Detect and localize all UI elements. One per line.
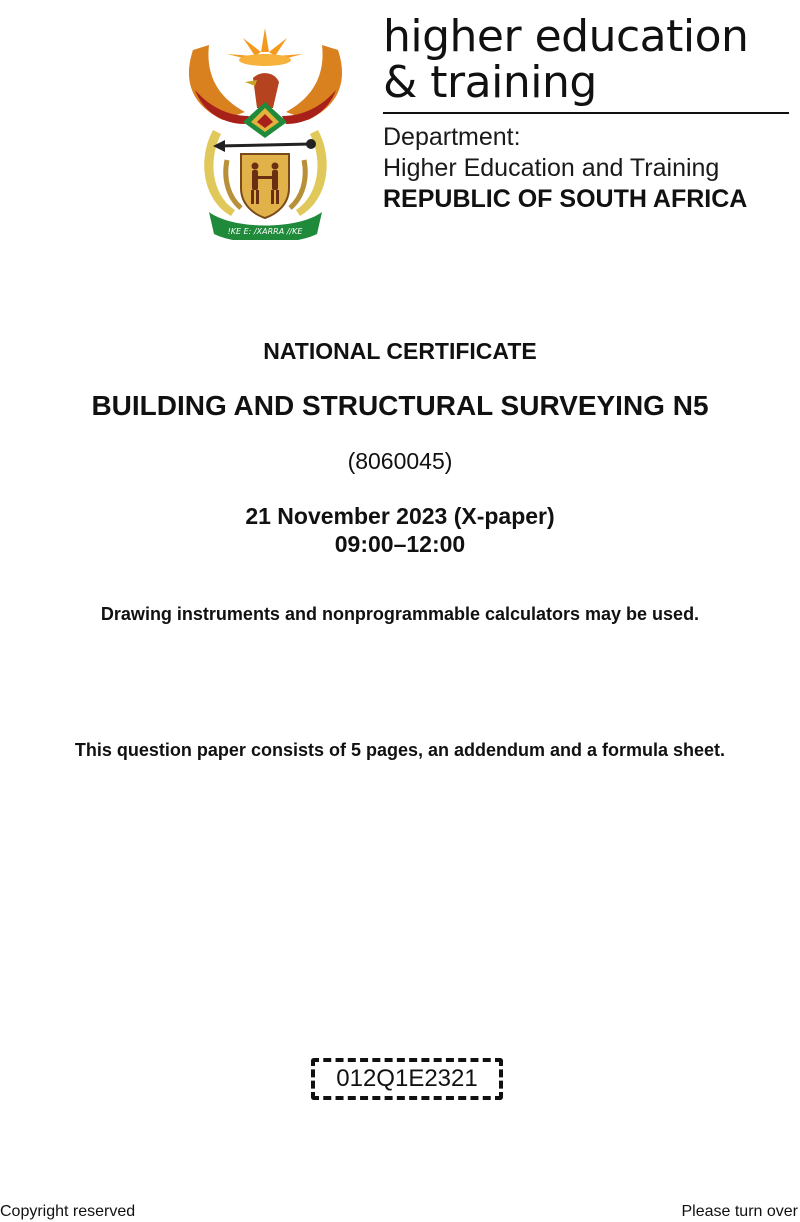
department-name: Higher Education and Training xyxy=(383,154,720,182)
paper-code-box xyxy=(311,1058,503,1100)
brand-line-2: & training xyxy=(383,57,597,108)
footer-copyright: Copyright reserved xyxy=(0,1203,136,1220)
exam-time: 09:00–12:00 xyxy=(334,531,466,557)
brand-line-1: higher education xyxy=(383,11,749,62)
department-label: Department: xyxy=(383,123,521,151)
exam-date: 21 November 2023 (X-paper) xyxy=(245,503,555,529)
exam-date-time xyxy=(0,502,800,558)
instructions-text: Drawing instruments and nonprogrammable calculators may be used. xyxy=(100,604,700,624)
subject-code: (8060045) xyxy=(347,448,453,474)
footer-turn-over: Please turn over xyxy=(681,1203,798,1220)
paper-code: 012Q1E2321 xyxy=(336,1065,478,1092)
department-branding xyxy=(383,11,793,214)
certificate-title: NATIONAL CERTIFICATE xyxy=(263,338,537,364)
pages-note: This question paper consists of 5 pages, an addendum and a formula sheet. xyxy=(74,740,726,760)
brand-divider xyxy=(383,112,789,114)
subject-title: BUILDING AND STRUCTURAL SURVEYING N5 xyxy=(91,390,709,421)
country-name: REPUBLIC OF SOUTH AFRICA xyxy=(383,185,748,213)
coat-of-arms-icon xyxy=(183,20,348,240)
svg-text:!KE E: /XARRA //KE: !KE E: /XARRA //KE xyxy=(227,227,303,236)
